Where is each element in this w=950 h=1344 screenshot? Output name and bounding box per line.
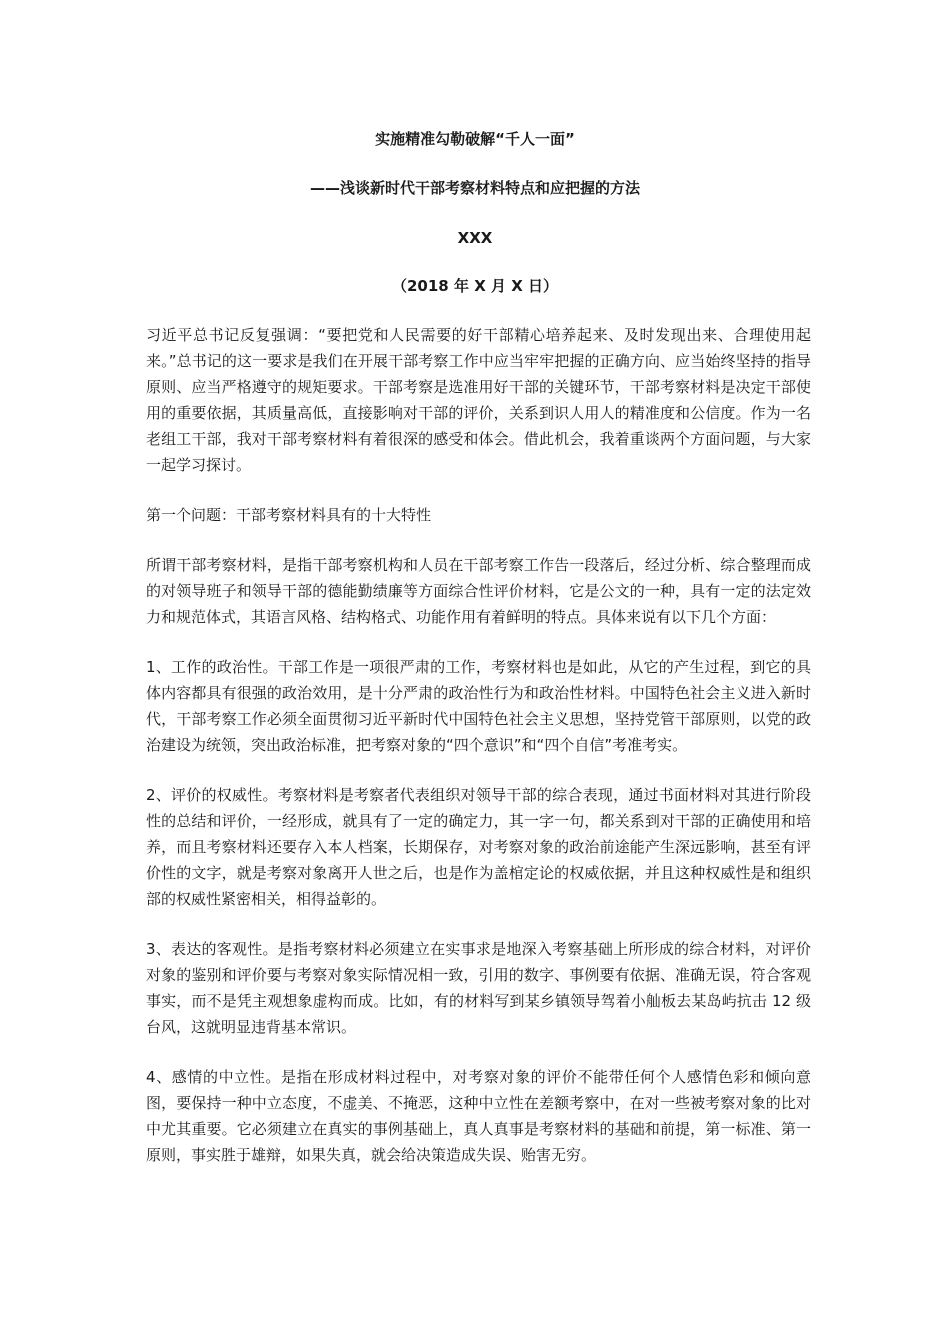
point-1-paragraph: 1、工作的政治性。干部工作是一项很严肃的工作，考察材料也是如此，从它的产生过程，到它的具体内容都具有很强的政治效用，是十分严肃的政治性行为和政治性材料。中国特色社会主义进入新时代，干部考察工作必须全面贯彻习近平新时代中国特色社会主义思想，坚持党管干部原则，以党的政治建设为统领，突出政治标准，把考察对象的“四个意识”和“四个自信”考准考实。 <box>146 658 811 754</box>
intro-paragraph: 习近平总书记反复强调：“要把党和人民需要的好干部精心培养起来、及时发现出来、合理使用起来。”总书记的这一要求是我们在开展干部考察工作中应当牢牢把握的正确方向、应当始终坚持的指导原则、应当严格遵守的规矩要求。干部考察是选准用好干部的关键环节，干部考察材料是决定干部使用的重要依据，其质量高低，直接影响对干部的评价，关系到识人用人的精准度和公信度。作为一名老组工干部，我对干部考察材料有着很深的感受和体会。借此机会，我着重谈两个方面问题，与大家一起学习探讨。 <box>146 326 811 474</box>
document-title: 实施精准勾勒破解“千人一面” <box>375 130 575 148</box>
point-3-paragraph: 3、表达的客观性。是指考察材料必须建立在实事求是地深入考察基础上所形成的综合材料，对评价对象的鉴别和评价要与考察对象实际情况相一致，引用的数字、事例要有依据、准确无误，符合客观事实，而不是凭主观想象虚构而成。比如，有的材料写到某乡镇领导驾着小舢板去某岛屿抗击 12 级台风，这就明显违背基本常识。 <box>146 940 811 1036</box>
document-date: （2018 年 X 月 X 日） <box>392 277 558 295</box>
section-heading: 第一个问题：干部考察材料具有的十大特性 <box>146 506 432 524</box>
definition-paragraph: 所谓干部考察材料，是指干部考察机构和人员在干部考察工作告一段落后，经过分析、综合整理而成的对领导班子和领导干部的德能勤绩廉等方面综合性评价材料，它是公文的一种，具有一定的法定效力和规范体式，其语言风格、结构格式、功能作用有着鲜明的特点。具体来说有以下几个方面： <box>146 556 811 626</box>
document-body <box>146 322 811 1192</box>
point-2-paragraph: 2、评价的权威性。考察材料是考察者代表组织对领导干部的综合表现，通过书面材料对其进行阶段性的总结和评价，一经形成，就具有了一定的确定力，其一字一句，都关系到对干部的正确使用和培养，而且考察材料还要存入本人档案，长期保存，对考察对象的政治前途能产生深远影响，甚至有评价性的文字，就是考察对象离开人世之后，也是作为盖棺定论的权威依据，并且这种权威性是和组织部的权威性紧密相关，相得益彰的。 <box>146 786 811 908</box>
document-author: XXX <box>457 229 493 247</box>
document-subtitle: ——浅谈新时代干部考察材料特点和应把握的方法 <box>309 179 640 197</box>
point-4-paragraph: 4、感情的中立性。是指在形成材料过程中，对考察对象的评价不能带任何个人感情色彩和倾向意图，要保持一种中立态度，不虚美、不掩恶，这种中立性在差额考察中，在对一些被考察对象的比对中尤其重要。它必须建立在真实的事例基础上，真人真事是考察材料的基础和前提，第一标准、第一原则，事实胜于雄辩，如果失真，就会给决策造成失误、贻害无穷。 <box>146 1068 811 1164</box>
